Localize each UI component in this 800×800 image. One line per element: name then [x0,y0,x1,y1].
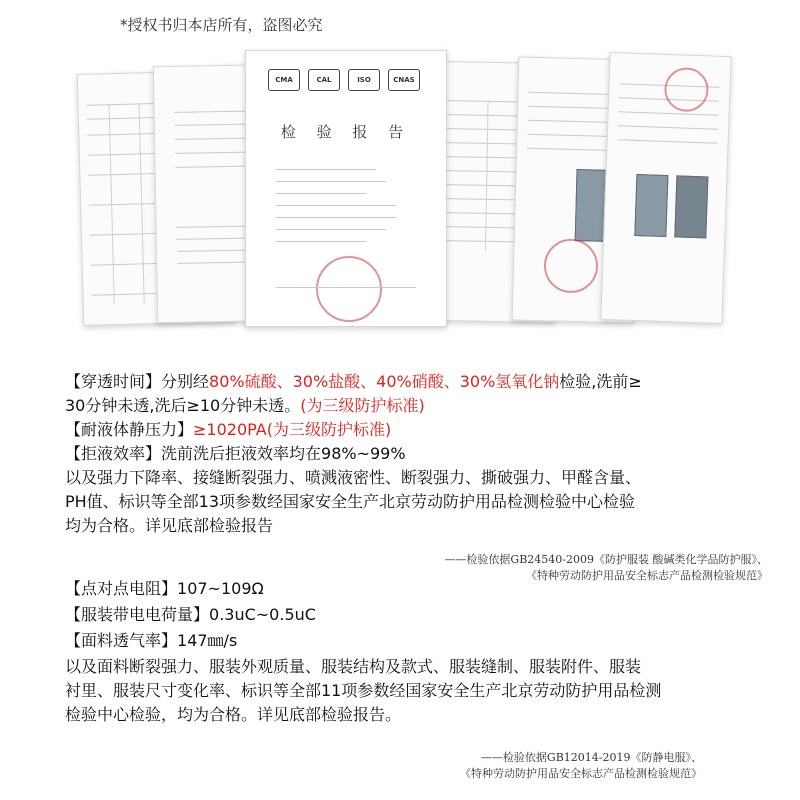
hydrostatic-pressure-value: ≥1020PA(为三级防护标准) [193,420,392,439]
cal-logo: CAL [308,69,340,91]
cnas-logo: CNAS [388,69,420,91]
resistance-label: 【点对点电阻】 [65,579,178,598]
section1-reference-line: ——检验依据GB24540-2009《防护服装 酸碱类化学品防护服》、 [444,553,768,566]
section1-body-line: 均为合格。详见底部检验报告 [65,516,274,535]
section2-reference-line: ——检验依据GB12014-2019《防静电服》、 [480,751,702,764]
penetration-standard-note: (为三级防护标准) [300,396,425,415]
section1-body [65,466,765,538]
report-cover-sheet [245,50,447,327]
section2-body-line: 检验中心检验，均为合格。详见底部检验报告。 [65,705,402,724]
iso-logo: ISO [348,69,380,91]
resistance-value: 107~109Ω [177,579,264,598]
penetration-time-label: 【穿透时间】 [65,372,162,391]
air-permeability-paragraph [65,629,765,653]
charge-label: 【服装带电电荷量】 [65,605,210,624]
repellency-paragraph [65,442,765,466]
section2-body [65,655,765,727]
hydrostatic-pressure-label: 【耐液体静压力】 [65,420,194,439]
charge-value: 0.3uC~0.5uC [209,605,316,624]
certification-logos [268,69,420,91]
repellency-label: 【拒液效率】 [65,444,162,463]
cma-logo: CMA [268,69,300,91]
chemical-list: 80%硫酸、30%盐酸、40%硝酸、30%氢氧化钠 [209,372,560,391]
air-permeability-value: 147㎜/s [177,631,238,650]
report-sheet-6 [600,52,731,324]
copyright-notice: *授权书归本店所有，盗图必究 [120,16,323,34]
section2-body-line: 以及面料断裂强力、服装外观质量、服装结构及款式、服装缝制、服装附件、服装 [65,657,642,676]
penetration-time-paragraph [65,370,765,418]
inspection-report-collage [70,50,730,335]
hydrostatic-pressure-paragraph [65,418,765,442]
charge-paragraph [65,603,765,627]
section2-body-line: 衬里、服装尺寸变化率、标识等全部11项参数经国家安全生产北京劳动防护用品检测 [65,681,662,700]
report-title: 检 验 报 告 [280,123,412,141]
section1-body-line: 以及强力下降率、接缝断裂强力、喷溅液密性、断裂强力、撕破强力、甲醛含量、 [65,468,642,487]
section1-reference-line: 《特种劳动防护用品安全标志产品检测检验规范》 [526,569,768,582]
penetration-time-result: 30分钟未透,洗后≥10分钟未透。 [65,396,301,415]
section2-reference-line: 《特种劳动防护用品安全标志产品检测检验规范》 [460,767,702,780]
inspection-seal [316,256,382,322]
resistance-paragraph [65,577,765,601]
air-permeability-label: 【面料透气率】 [65,631,178,650]
repellency-text: 洗前洗后拒液效率均在98%~99% [161,444,406,463]
section1-body-line: PH值、标识等全部13项参数经国家安全生产北京劳动防护用品检测检验中心检验 [65,492,636,511]
penetration-time-post: 检验,洗前≥ [559,372,642,391]
section2-reference [460,750,702,782]
penetration-time-pre: 分别经 [161,372,210,391]
